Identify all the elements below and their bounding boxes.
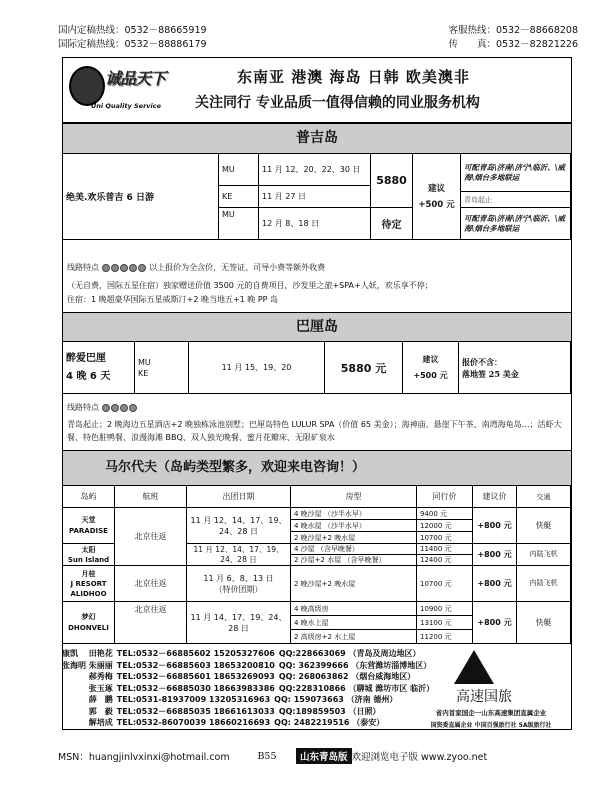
price-dhonveli-1: 10900 元: [417, 602, 473, 616]
bali-airline-2: KE: [138, 368, 149, 378]
bali-days: 4 晚 6 天: [66, 370, 111, 382]
contact-name: 薛 鹏: [62, 695, 113, 704]
price-sun-1: 11400 元: [417, 544, 473, 555]
bali-feature-label-row: [67, 402, 567, 414]
room-jresort-1: 2 晚沙屋+2 晚水屋: [291, 566, 417, 602]
dates-jresort: [187, 566, 291, 602]
contact-qq: QQ:228310866 （聊城 潍坊市区 临沂）: [278, 683, 435, 693]
smiley-icon: [111, 264, 119, 272]
phuket-dates-3: 12 月 8、18 日: [259, 208, 371, 240]
flight-paradise-sun: 北京往返: [115, 508, 187, 566]
island-name: 月桂: [81, 569, 96, 578]
contact-tel: TEL:0531-81937009 13205316963: [116, 695, 271, 704]
island-sun: [63, 544, 115, 566]
contact-row: [62, 683, 435, 695]
contact-row: [62, 648, 421, 660]
col-header-flight: 航班: [115, 486, 187, 508]
slogan-line: 关注同行 专业品质一值得信赖的同业服务机构: [195, 95, 480, 111]
phuket-note-2: 可配青岛\济南\济宁\临沂、\威海\烟台多地联运: [461, 208, 571, 240]
price-jresort-1: 10700 元: [417, 566, 473, 602]
contact-name: 康凯 田艳花: [62, 649, 113, 658]
bali-quote-text: 落地签 25 美金: [462, 368, 519, 379]
island-name-en: PARADISE: [69, 526, 108, 535]
suggest-jresort: +800 元: [473, 566, 517, 602]
brand-name: 高速国旅: [456, 689, 512, 705]
smiley-icon: [129, 264, 137, 272]
phuket-dates-2: 11 月 27 日: [259, 186, 371, 208]
flight-dhonveli: 北京往返: [115, 602, 187, 644]
contact-tel: TEL:0532－66885030 18663983386: [116, 683, 275, 693]
phuket-product: 绝美.欢乐普吉 6 日游: [63, 154, 219, 240]
bali-dates: 11 月 15、19、20: [189, 342, 325, 394]
brand-line-2: 国资委直属企业 中国百强旅行社 5A级旅行社: [430, 722, 552, 729]
price-paradise-2: 12000 元: [417, 520, 473, 532]
contact-row: [62, 694, 402, 706]
header-banner: [62, 57, 572, 123]
contact-qq: QQ:228663069 （青岛及周边地区）: [278, 649, 421, 658]
contact-qq: QQ: 159073663 （济南 德州）: [274, 695, 398, 704]
island-name-en: DHONVELI: [68, 623, 109, 632]
fax-number: 传 真：0532－82821226: [448, 39, 578, 50]
maldives-banner: 马尔代夫（岛屿类型繁多，欢迎来电咨询！）: [63, 450, 571, 486]
smiley-icon: [120, 404, 128, 412]
bali-suggest-label: 建议: [422, 354, 439, 364]
phuket-feature-3: 住宿：1 晚超豪华国际五星威斯汀+2 晚当地五+1 晚 PP 岛: [67, 295, 279, 304]
island-jresort: [63, 566, 115, 602]
bali-quote: [459, 342, 571, 394]
contact-qq: QQ:189859503 （日照）: [278, 706, 381, 716]
bali-airline-1: MU: [138, 357, 151, 367]
smiley-icon: [129, 404, 137, 412]
contact-name: 郭 毅: [62, 706, 113, 716]
bali-suggest: [403, 342, 459, 394]
phuket-note-1: 可配青岛\济南\济宁\临沂、\威海\烟台多地联运: [461, 154, 571, 192]
transport-paradise: 快艇: [517, 508, 571, 544]
smiley-icon: [111, 404, 119, 412]
room-dhonveli-2: 4 晚水上屋: [291, 616, 417, 630]
col-header-transport: 交通: [517, 486, 571, 508]
price-dhonveli-2: 13100 元: [417, 616, 473, 630]
smiley-icon: [138, 264, 146, 272]
phuket-feature-2: （无自费，国际五星住宿）独家赠送价值 3500 元的自费项目，沙发里之旅+SPA+人妖，欢乐享不停；: [67, 281, 433, 290]
bali-suggest-price: +500 元: [413, 370, 448, 380]
msn-contact: MSN：huangjinlvxinxi@hotmail.com: [58, 752, 230, 763]
page-footer: [58, 748, 578, 764]
phuket-price: 5880: [371, 154, 413, 208]
contact-name: 解培成: [62, 718, 113, 727]
phuket-airline-3: MU: [219, 208, 259, 240]
bali-airlines: [135, 342, 189, 394]
brand-logo-icon: [454, 650, 494, 684]
phuket-airline-1: MU: [219, 154, 259, 186]
customer-hotline: 客服热线：0532－88668208: [448, 25, 578, 36]
phuket-suggest-label: 建议: [427, 183, 445, 194]
bali-price: 5880 元: [325, 342, 403, 394]
price-dhonveli-3: 11200 元: [417, 630, 473, 644]
contact-list: [62, 648, 435, 729]
room-paradise-2: 4 晚水屋 （沙半水早）: [291, 520, 417, 532]
island-paradise: [63, 508, 115, 544]
island-dhonveli: [63, 602, 115, 644]
col-header-dates: 出团日期: [187, 486, 291, 508]
dates-jresort-main: 11 月 6、8、13 日: [203, 573, 274, 583]
phuket-feature-1: [67, 262, 567, 274]
island-name: 天堂: [81, 515, 96, 524]
contact-qq: QQ: 268063862 （烟台威海地区）: [278, 672, 416, 681]
smiley-icon: [120, 264, 128, 272]
contact-qq: QQ: 2482219516 （泰安）: [274, 718, 385, 727]
logo-subtitle: Uni Quality Service: [91, 102, 162, 110]
brand-block: [416, 650, 566, 730]
contact-tel: TEL:0532－66885601 18653269093: [116, 672, 275, 681]
website-text: 欢迎浏览电子版 www.zyoo.net: [351, 752, 488, 763]
suggest-dhonveli: +800 元: [473, 602, 517, 644]
bali-banner: 巴厘岛: [63, 312, 571, 342]
flight-jresort: 北京往返: [115, 566, 187, 602]
phuket-banner: 普吉岛: [63, 124, 571, 154]
edition-badge: 山东青岛版: [296, 748, 352, 764]
room-paradise-1: 4 晚沙屋 （沙半水早）: [291, 508, 417, 520]
hotlines: [58, 24, 578, 52]
island-name-en-2: ALIDHOO: [70, 589, 107, 598]
col-header-price: 同行价: [417, 486, 473, 508]
transport-dhonveli: 快艇: [517, 602, 571, 644]
contact-name: 郝秀梅: [62, 672, 113, 681]
price-paradise-3: 10700 元: [417, 532, 473, 544]
contact-name: 张海明 朱丽丽: [62, 660, 113, 670]
room-sun-2: 2 沙屋+2 水屋 （含早晚餐）: [291, 555, 417, 566]
phuket-airline-2: KE: [219, 186, 259, 208]
island-name: 梦幻: [81, 612, 96, 621]
bali-product-name: 醉爱巴厘: [66, 352, 106, 364]
price-paradise-1: 9400 元: [417, 508, 473, 520]
island-name-en: Sun Island: [67, 555, 110, 564]
contact-row: [62, 671, 416, 683]
brand-line-1: 省内首家国企一山东高速集团直属企业: [435, 709, 547, 717]
phuket-suggest-price: +500 元: [418, 199, 455, 210]
transport-sun: 内陆飞机: [517, 544, 571, 566]
contact-tel: TEL:0532-86070039 18660216693: [116, 718, 271, 727]
phuket-feature-text: 以上报价为全含价，无签证、司导小费等额外收费: [149, 263, 326, 272]
contact-name: 张玉琢: [62, 683, 113, 693]
dates-jresort-note: （特价团期）: [214, 584, 263, 594]
contact-tel: TEL:0532－66885602 15205327606: [116, 649, 275, 658]
company-logo: [67, 62, 185, 118]
mascot-icon: [69, 66, 105, 106]
phuket-note-mid: 青岛起止: [461, 192, 571, 208]
bali-feature-text: 青岛起止；2 晚海边五星酒店+2 晚独栋泳池别墅；巴厘岛特色 LULUR SPA（价值 65 美金）；海神庙、悬崖下午茶、南湾海龟岛…；活虾大餐、特色脏鸭餐、浪漫海滩 BBQ、双人独光晚餐、蜜月花瓣床、无限矿泉水: [67, 420, 562, 442]
room-paradise-3: 2 晚沙屋+2 晚水屋: [291, 532, 417, 544]
international-hotline: 国际定稿热线：0532－88886179: [58, 39, 207, 50]
suggest-paradise: +800 元: [473, 508, 517, 544]
contact-row: [62, 717, 402, 729]
phuket-price-pending: 待定: [371, 208, 413, 240]
logo-text: 诚品天下: [105, 69, 166, 88]
phuket-dates-1: 11 月 12、20、22、30 日: [259, 154, 371, 186]
content-frame: [62, 123, 572, 730]
contact-tel: TEL:0532－66885603 18653200810: [116, 660, 275, 670]
domestic-hotline: 国内定稿热线：0532－88665919: [58, 25, 207, 36]
island-name: 太阳: [81, 545, 96, 554]
col-header-island: 岛屿: [63, 486, 115, 508]
phuket-feature-label: 线路特点: [67, 263, 99, 272]
dates-dhonveli: 11 月 14、17、19、24、28 日: [187, 602, 291, 644]
bali-product: [63, 342, 135, 394]
col-header-room: 房型: [291, 486, 417, 508]
bali-feature-label: 线路特点: [67, 403, 99, 412]
page-number: B55: [257, 750, 277, 762]
dates-paradise: 11 月 12、14、17、19、24、28 日: [187, 508, 291, 544]
room-sun-1: 4 沙屋 （含早晚餐）: [291, 544, 417, 555]
room-dhonveli-3: 2 高级房+2 水上屋: [291, 630, 417, 644]
dates-sun: 11 月 12、14、17、19、24、28 日: [187, 544, 291, 566]
destinations-line: 东南亚 港澳 海岛 日韩 欧美澳非: [237, 68, 470, 86]
transport-jresort: 内陆飞机: [517, 566, 571, 602]
bali-quote-label: 报价不含：: [462, 356, 502, 367]
phuket-suggest: [413, 154, 461, 240]
price-sun-2: 12400 元: [417, 555, 473, 566]
col-header-suggest: 建议价: [473, 486, 517, 508]
contact-row: [62, 660, 432, 672]
contact-row: [62, 706, 402, 718]
contact-qq: QQ: 362399666 （东营潍坊淄博地区）: [278, 660, 432, 670]
suggest-sun: +800 元: [473, 544, 517, 566]
island-name-en: J RESORT: [70, 579, 107, 588]
room-dhonveli-1: 4 晚高级房: [291, 602, 417, 616]
smiley-icon: [102, 264, 110, 272]
contact-tel: TEL:0532－66885035 18661613033: [116, 706, 275, 716]
smiley-icon: [102, 404, 110, 412]
